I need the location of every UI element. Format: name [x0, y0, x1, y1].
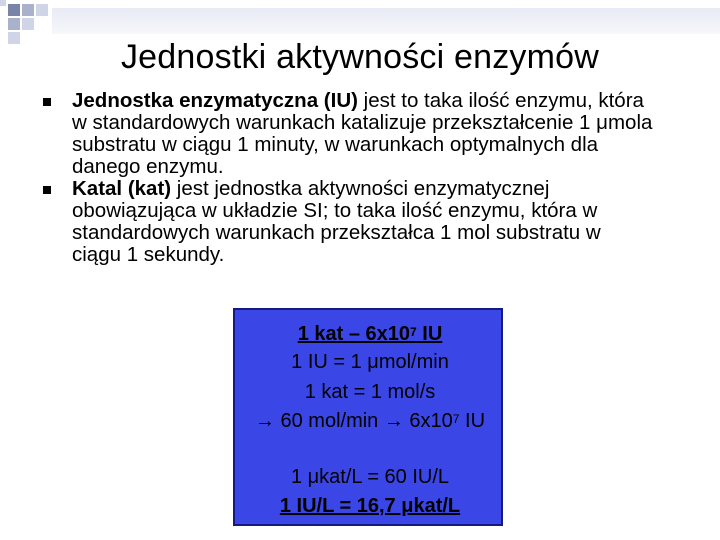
conversion-text: → 60 mol/min → 6x10 [254, 410, 453, 432]
header-bar [52, 8, 720, 34]
conversion-line [235, 409, 505, 433]
bullet-text: jest to taka ilość enzymu, która [357, 89, 644, 112]
slide-title: Jednostki aktywności enzymów [120, 38, 599, 76]
bullet-text: standardowych warunkach przekształca 1 mol substratu w [72, 221, 601, 244]
conversion-text: 1 kat – 6x10 [297, 323, 411, 345]
deco-square [0, 0, 6, 6]
square-bullet-icon [43, 186, 51, 194]
bullet-text: obowiązująca w układzie SI; to taka ilość enzymu, która w [72, 199, 598, 222]
bullet-text: jest jednostka aktywności enzymatycznej [171, 177, 550, 200]
bullet-lead: Katal (kat) [72, 177, 172, 200]
exponent: 7 [410, 325, 417, 339]
square-bullet-icon [43, 98, 51, 106]
bullet-text: substratu w ciągu 1 minuty, w warunkach optymalnych dla [72, 133, 599, 156]
conversion-line: 1 kat = 1 mol/s [304, 381, 436, 403]
conversion-line: 1 IU = 1 μmol/min [291, 351, 449, 373]
conversion-text: IU [459, 410, 486, 432]
deco-square [22, 4, 34, 16]
deco-square [36, 4, 48, 16]
conversion-line [235, 322, 505, 346]
conversion-line: 1 μkat/L = 60 IU/L [290, 466, 450, 488]
bullet-text: w standardowych warunkach katalizuje przekształcenie 1 μmola [72, 111, 653, 134]
conversion-line: 1 IU/L = 16,7 μkat/L [279, 495, 461, 517]
bullet-text: ciągu 1 sekundy. [72, 243, 225, 266]
deco-square [8, 18, 20, 30]
bullet-list [40, 90, 700, 266]
bullet-item [40, 90, 700, 178]
deco-square [22, 18, 34, 30]
bullet-item [40, 178, 700, 266]
conversion-text: IU [416, 323, 443, 345]
deco-square [8, 4, 20, 16]
bullet-text: danego enzymu. [72, 155, 224, 178]
conversion-box [233, 308, 503, 526]
exponent: 7 [452, 412, 460, 426]
bullet-lead: Jednostka enzymatyczna (IU) [72, 89, 358, 112]
